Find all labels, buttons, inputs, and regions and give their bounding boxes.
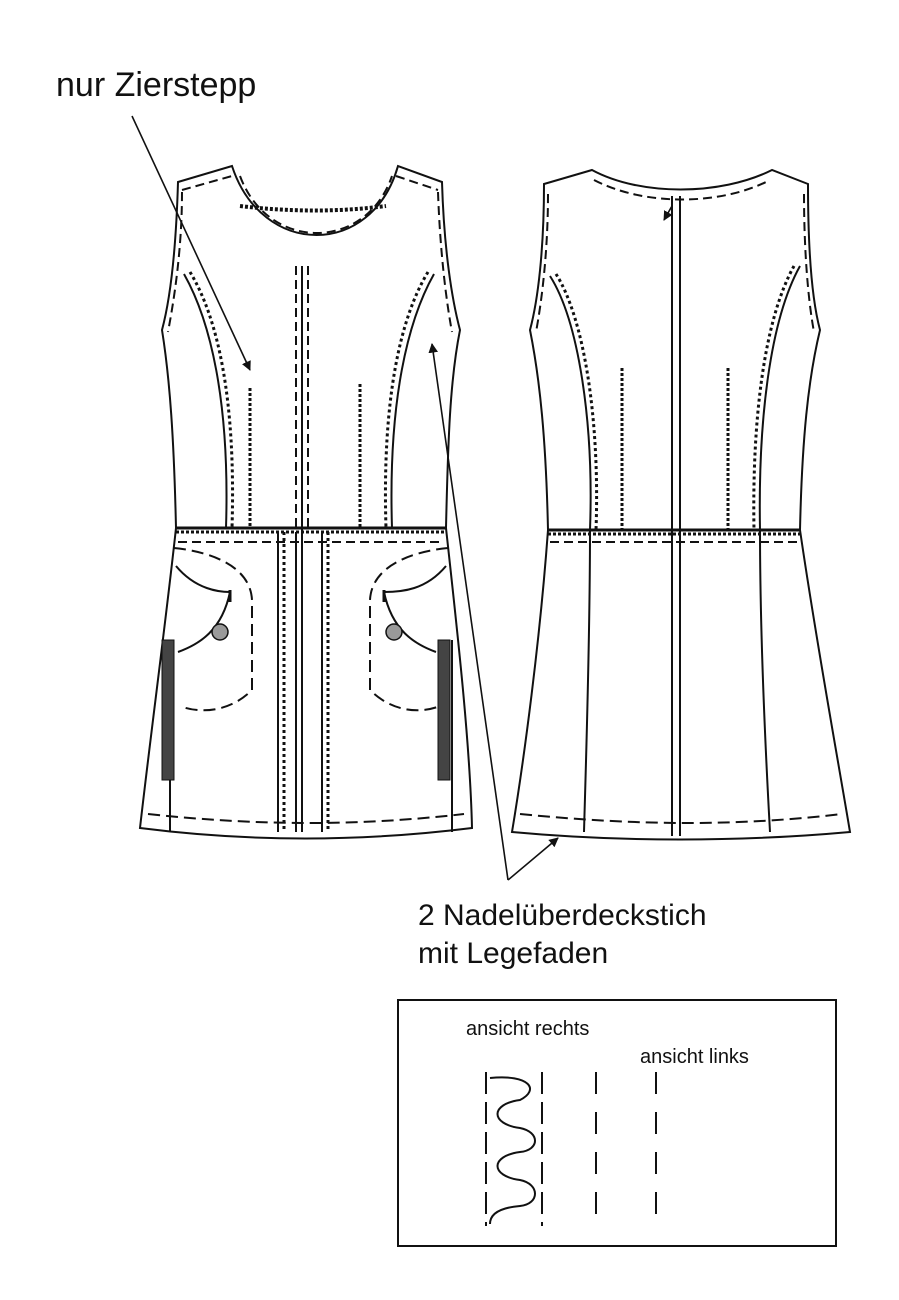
arrow-back-neck (664, 206, 672, 220)
legend-label-left-view: ansicht links (640, 1046, 749, 1068)
back-view (512, 170, 850, 840)
front-outline (140, 166, 472, 839)
front-hem-stitch (148, 814, 464, 823)
arrow-cover-stitch-2 (508, 838, 558, 880)
front-details (162, 590, 450, 780)
front-view (140, 166, 472, 839)
label-cover-stitch-line2: mit Legefaden (418, 937, 609, 970)
legend-box (398, 1000, 836, 1246)
legend-looper-wave (490, 1077, 535, 1224)
front-princess-seam-right (391, 274, 434, 528)
front-neck-rib (240, 206, 386, 211)
label-decorative-stitch-only: nur Zierstepp (56, 66, 257, 104)
front-neck-stitch (240, 176, 392, 233)
zipper-left (162, 640, 174, 780)
front-princess-seam-left (184, 274, 227, 528)
button-left (212, 624, 228, 640)
button-right (386, 624, 402, 640)
stitch-legend (398, 1000, 836, 1246)
label-cover-stitch (418, 897, 707, 973)
arrow-decorative-stitch (132, 116, 250, 370)
zipper-right (438, 640, 450, 780)
legend-label-right-view: ansicht rechts (466, 1018, 590, 1040)
label-cover-stitch-line1: 2 Nadelüberdeckstich (418, 899, 707, 932)
